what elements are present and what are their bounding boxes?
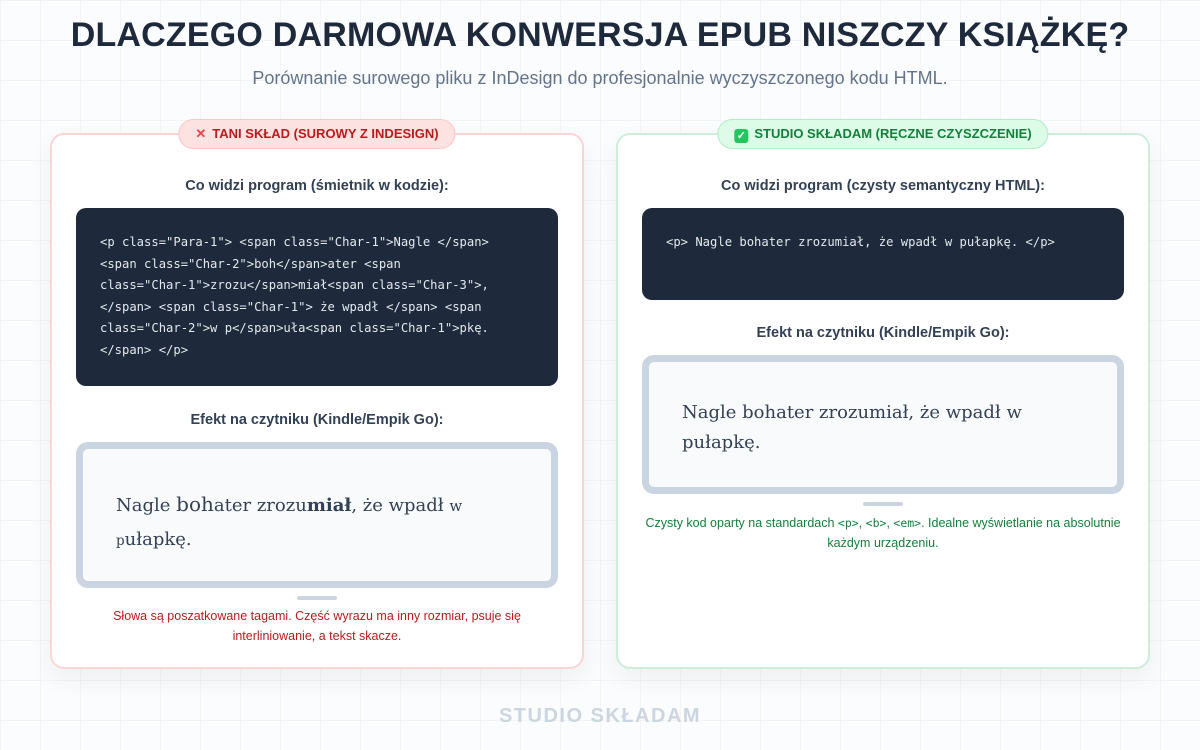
note-text: ,: [858, 516, 866, 530]
note-tag: <b>: [865, 516, 887, 530]
reader-text-segment: boh: [176, 492, 214, 516]
clean-code-block: <p> Nagle bohater zrozumiał, że wpadł w pułapkę. </p>: [642, 208, 1124, 300]
note-text: ,: [886, 516, 894, 530]
reader-text-segment: w: [449, 497, 463, 515]
raw-code-label: Co widzi program (śmietnik w kodzie):: [185, 178, 449, 194]
clean-html-card: [616, 126, 1150, 669]
note-tag: <p>: [837, 516, 859, 530]
cross-icon: ✕: [195, 126, 207, 141]
reader-text-segment: Nagle: [116, 495, 177, 516]
clean-note: [638, 513, 1128, 553]
raw-badge-label: TANI SKŁAD (SUROWY Z INDESIGN): [212, 126, 439, 141]
raw-indesign-card: [50, 126, 584, 669]
raw-badge: [178, 119, 455, 149]
page-title: DLACZEGO DARMOWA KONWERSJA EPUB NISZCZY KSIĄŻKĘ?: [70, 16, 1130, 54]
raw-code-block: <p class="Para-1"> <span class="Char-1">Nagle </span> <span class="Char-2">boh</span>ater <span class="Char-1">zrozu</span>miał<span class="Char-3">, </span> <span class="Char-1"> że wpadł </span> <span class="Char-2">w p</span>uła<span class="Char-1">pkę. </span> </p>: [76, 208, 558, 386]
raw-reader-label: Efekt na czytniku (Kindle/Empik Go):: [190, 412, 444, 428]
clean-badge-label: STUDIO SKŁADAM (RĘCZNE CZYSZCZENIE): [754, 126, 1032, 141]
reader-text-segment: , że wpadł: [351, 495, 450, 516]
footer-brand: STUDIO SKŁADAM: [498, 705, 702, 727]
checkmark-icon: ✓: [734, 129, 748, 143]
note-text: Czysty kod oparty na standardach: [645, 516, 838, 530]
reader-text-segment: p: [116, 533, 125, 549]
reader-text-segment: ułapkę.: [124, 529, 192, 550]
clean-reader-label: Efekt na czytniku (Kindle/Empik Go):: [756, 325, 1010, 341]
note-tag: <em>: [893, 516, 922, 530]
raw-reader-screen: [76, 442, 558, 588]
reader-stand: [863, 502, 903, 506]
reader-text-segment: ater zrozu: [213, 495, 307, 516]
reader-stand: [297, 596, 337, 600]
clean-badge: [717, 119, 1048, 149]
reader-text-segment: miał: [306, 495, 352, 516]
note-text: . Idealne wyświetlanie na absolutnie każdym urządzeniu.: [827, 516, 1121, 550]
page-subtitle: Porównanie surowego pliku z InDesign do profesjonalnie wyczyszczonego kodu HTML.: [252, 68, 948, 88]
clean-reader-screen: Nagle bohater zrozumiał, że wpadł w pułapkę.: [642, 355, 1124, 494]
clean-code-label: Co widzi program (czysty semantyczny HTML):: [721, 178, 1045, 194]
raw-note: Słowa są poszatkowane tagami. Część wyrazu ma inny rozmiar, psuje się interliniowanie, a tekst skacze.: [113, 609, 521, 643]
